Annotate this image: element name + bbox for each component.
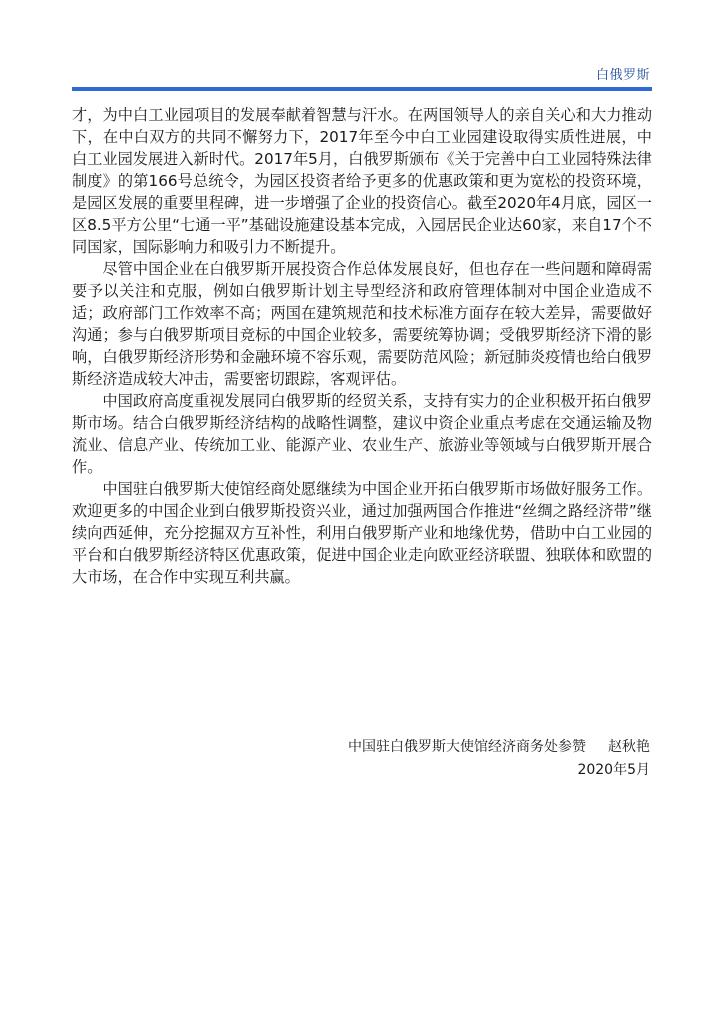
body-text [72, 104, 652, 588]
paragraph-embassy-service: 中国驻白俄罗斯大使馆经商处愿继续为中国企业开拓白俄罗斯市场做好服务工作。欢迎更多的中国企业到白俄罗斯投资兴业，通过加强两国合作推进“丝绸之路经济带”继续向西延伸，充分挖掘双方互补性，利用白俄罗斯产业和地缘优势，借助中白工业园的平台和白俄罗斯经济特区优惠政策，促进中国企业走向欧亚经济联盟、独联体和欧盟的大市场，在合作中实现互利共赢。 [72, 480, 652, 586]
signature-date: 2020年5月 [577, 762, 650, 778]
signature-line [348, 736, 650, 759]
signature-title: 中国驻白俄罗斯大使馆经济商务处参赞 [348, 739, 586, 755]
running-header: 白俄罗斯 [595, 68, 650, 83]
paragraph-government-support: 中国政府高度重视发展同白俄罗斯的经贸关系，支持有实力的企业积极开拓白俄罗斯市场。结合白俄罗斯经济结构的战略性调整，建议中资企业重点考虑在交通运输及物流业、信息产业、传统加工业、能源产业、农业生产、旅游业等领域与白俄罗斯开展合作。 [72, 392, 652, 476]
signature-name: 赵秋艳 [608, 739, 650, 755]
paragraph-challenges: 尽管中国企业在白俄罗斯开展投资合作总体发展良好，但也存在一些问题和障碍需要予以关注和克服，例如白俄罗斯计划主导型经济和政府管理体制对中国企业造成不适；政府部门工作效率不高；两国在建筑规范和技术标准方面存在较大差异，需要做好沟通；参与白俄罗斯项目竞标的中国企业较多，需要统筹协调；受俄罗斯经济下滑的影响，白俄罗斯经济形势和金融环境不容乐观，需要防范风险；新冠肺炎疫情也给白俄罗斯经济造成较大冲击，需要密切跟踪，客观评估。 [72, 260, 652, 388]
paragraph-continuation: 才，为中白工业园项目的发展奉献着智慧与汗水。在两国领导人的亲自关心和大力推动下，在中白双方的共同不懈努力下，2017年至今中白工业园建设取得实质性进展，中白工业园发展进入新时代。2017年5月，白俄罗斯颁布《关于完善中白工业园特殊法律制度》的第166号总统令，为园区投资者给予更多的优惠政策和更为宽松的投资环境，是园区发展的重要里程碑，进一步增强了企业的投资信心。截至2020年4月底，园区一区8.5平方公里“七通一平”基础设施建设基本完成，入园居民企业达60家，来自17个不同国家，国际影响力和吸引力不断提升。 [72, 106, 652, 256]
signature-block [348, 736, 650, 782]
header-rule [72, 87, 652, 91]
